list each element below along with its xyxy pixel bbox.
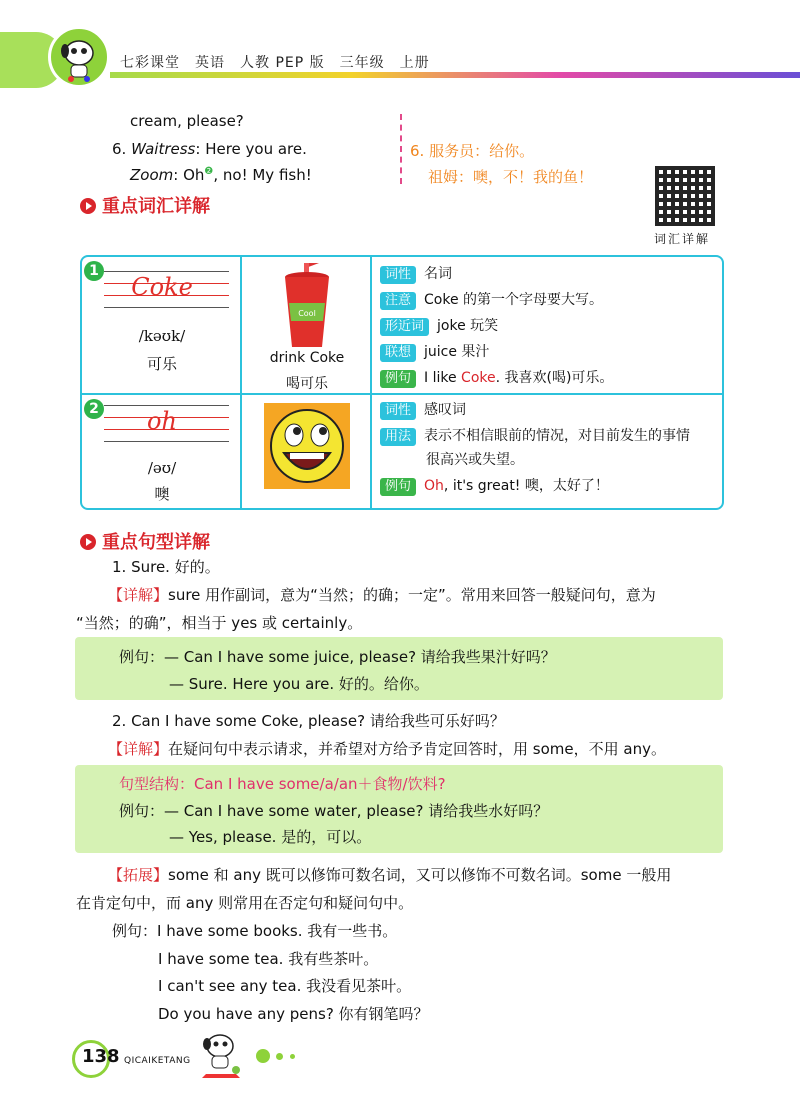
vocab-word: Coke: [131, 273, 193, 301]
vocab-picture-cell: [242, 395, 372, 508]
example-line: I can't see any tea. 我没看见茶叶。: [158, 977, 412, 995]
vocab-word-cell: [82, 395, 242, 508]
dialog-translation: 6. 服务员：给你。: [410, 142, 535, 160]
vocab-row: [82, 257, 722, 395]
picture-caption-en: drink Coke: [269, 350, 345, 366]
example-tag: 例句: [380, 370, 416, 388]
info-tag: 联想: [380, 344, 416, 362]
coke-cup-icon: [276, 263, 338, 349]
footer-dot: [276, 1053, 283, 1060]
dialog-line: cream, please?: [130, 112, 244, 130]
info-tag: 用法: [380, 428, 416, 446]
footer-brand: QICAIKETANG: [124, 1056, 191, 1066]
info-tag: 注意: [380, 292, 416, 310]
vocab-word: oh: [147, 407, 177, 435]
example-line: 例句：— Can I have some juice, please? 请给我些果汁好吗？: [119, 648, 556, 666]
sentence-title: 1. Sure. 好的。: [112, 558, 220, 576]
dialog-translation: 祖姆：噢，不！我的鱼！: [428, 168, 594, 186]
detail-paragraph: “当然；的确”，相当于 yes 或 certainly。: [76, 614, 363, 632]
extension-paragraph: 在肯定句中，而 any 则常用在否定句和疑问句中。: [76, 894, 414, 912]
info-line: 注意 Coke 的第一个字母要大写。: [380, 289, 603, 310]
svg-text:Cool: Cool: [298, 309, 316, 318]
dialog-line: 6. Waitress: Here you are.: [112, 140, 307, 158]
info-line: 很高兴或失望。: [426, 452, 524, 468]
vocab-info-cell: [374, 257, 722, 393]
footer-dot: [256, 1049, 270, 1063]
mascot-footer-icon: [196, 1030, 248, 1080]
page-header-title: 七彩课堂 英语 人教 PEP 版 三年级 上册: [120, 55, 430, 71]
info-line: 词性 名词: [380, 263, 452, 284]
vocab-picture-cell: [242, 257, 372, 393]
vocab-table: [80, 255, 724, 510]
word-meaning: 可乐: [146, 355, 177, 373]
example-line: Do you have any pens? 你有钢笔吗？: [158, 1005, 429, 1023]
info-line: 形近词 joke 玩笑: [380, 315, 498, 336]
example-line: — Yes, please. 是的，可以。: [169, 828, 372, 846]
vocab-row: [82, 395, 722, 508]
page-number: 138: [82, 1046, 120, 1067]
smiley-face-icon: [264, 403, 350, 489]
item-number-badge: 1: [84, 261, 104, 281]
play-bullet-icon: [80, 534, 96, 550]
sentence-title: 2. Can I have some Coke, please? 请给我些可乐好吗？: [112, 712, 505, 730]
qr-caption: 词汇详解: [654, 232, 711, 246]
detail-paragraph: 【详解】sure 用作副词，意为“当然；的确；一定”。常用来回答一般疑问句，意为: [108, 586, 656, 604]
sentence-structure: 句型结构：Can I have some/a/an＋食物/饮料?: [119, 775, 446, 793]
info-line: 词性 感叹词: [380, 399, 466, 420]
example-line: — Sure. Here you are. 好的。给你。: [169, 675, 429, 693]
dialog-line: Zoom: $Oh^❷$, no! My fish!: [130, 166, 312, 184]
info-tag: 词性: [380, 402, 416, 420]
example-line: 例句 I like Coke. 我喜欢(喝)可乐。: [380, 367, 613, 388]
example-line: 例句：I have some books. 我有一些书。: [112, 922, 398, 940]
info-tag: 形近词: [380, 318, 429, 336]
item-number-badge: 2: [84, 399, 104, 419]
example-line: I have some tea. 我有些茶叶。: [158, 950, 379, 968]
phonetic: /kəʊk/: [138, 327, 186, 345]
mascot-logo-icon: [48, 26, 110, 88]
section-heading-vocab: 重点词汇详解: [80, 192, 210, 218]
section-heading-sentences: 重点句型详解: [80, 528, 210, 554]
picture-caption-cn: 喝可乐: [286, 376, 328, 392]
info-line: 联想 juice 果汁: [380, 341, 489, 362]
word-meaning: 噢: [154, 485, 170, 503]
info-line: 用法 表示不相信眼前的情况，对目前发生的事情: [380, 425, 690, 446]
example-tag: 例句: [380, 478, 416, 496]
qr-code[interactable]: [655, 166, 715, 226]
dashed-divider: [400, 114, 402, 184]
footer-dot: [290, 1054, 295, 1059]
example-box: [75, 637, 723, 700]
header-gradient-bar: [110, 72, 800, 78]
extension-paragraph: 【拓展】some 和 any 既可以修饰可数名词，又可以修饰不可数名词。some 一般用: [108, 866, 672, 884]
vocab-word-cell: [82, 257, 242, 393]
play-bullet-icon: [80, 198, 96, 214]
example-line: 例句 Oh, it's great! 噢，太好了！: [380, 475, 609, 496]
phonetic: /əʊ/: [147, 459, 177, 477]
note-marker: ❷: [204, 166, 214, 177]
vocab-info-cell: [374, 395, 722, 508]
detail-paragraph: 【详解】在疑问句中表示请求，并希望对方给予肯定回答时，用 some，不用 any。: [108, 740, 666, 758]
info-tag: 词性: [380, 266, 416, 284]
example-line: 例句：— Can I have some water, please? 请给我些水好吗？: [119, 802, 549, 820]
structure-box: [75, 765, 723, 853]
